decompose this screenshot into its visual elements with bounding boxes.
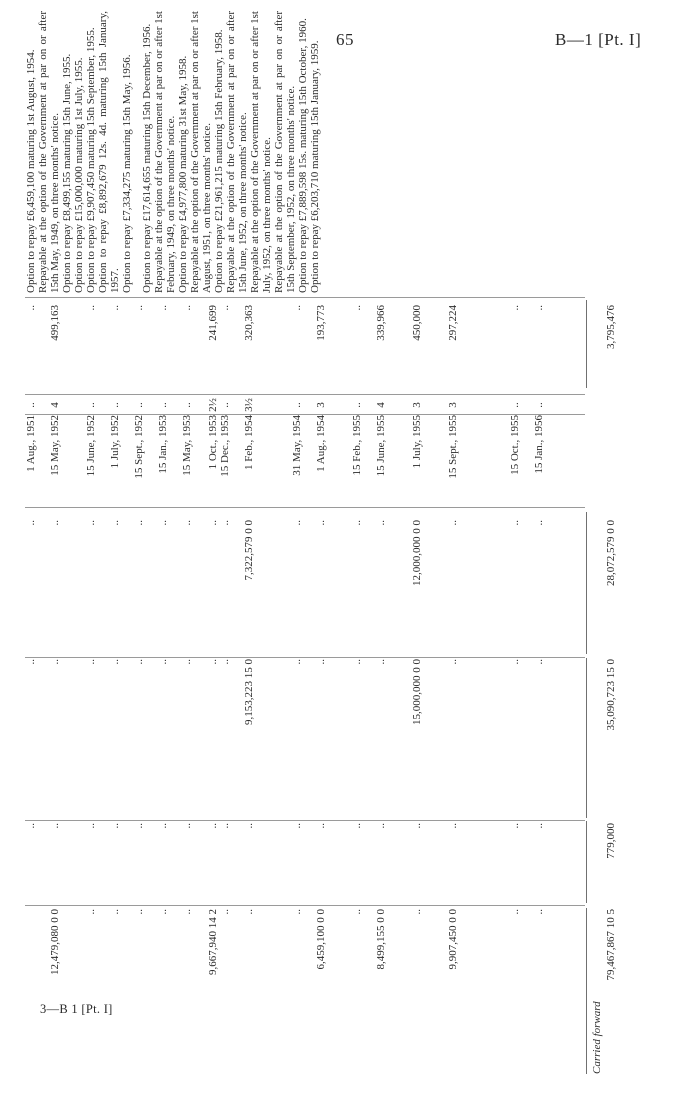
note: Repayable at the option of the Government at par on or after 15th June, 1952, on three months' notice. (225, 11, 249, 293)
cell-rate: 4 (375, 402, 387, 408)
cell-maturity-date: 15 Oct., 1955 (509, 415, 521, 475)
cell-amount-c: 15,000,000 0 0 (411, 659, 423, 725)
cell-amount-d: .. (375, 520, 387, 526)
cell-amount-a: 9,907,450 0 0 (447, 909, 459, 970)
cell-amount-a: 8,499,155 0 0 (375, 909, 387, 970)
cell-maturity-date: 1 July, 1952 (109, 415, 121, 469)
cell-interest: 297,224 (447, 305, 459, 341)
cell-amount-b: .. (315, 823, 327, 829)
footer-reference: 3—B 1 [Pt. I] (40, 1002, 113, 1016)
cell-amount-d: .. (25, 520, 37, 526)
cell-amount-a: .. (509, 909, 521, 915)
cell-amount-a: .. (157, 909, 169, 915)
cell-maturity-date: 1 Feb., 1954 (243, 415, 255, 470)
cell-rate: .. (509, 402, 521, 408)
cell-amount-d: .. (181, 520, 193, 526)
cell-interest: 241,699 (207, 305, 219, 341)
cell-rate: .. (351, 402, 363, 408)
cell-maturity-date: 1 Oct., 1953 (207, 415, 219, 470)
cell-amount-c: .. (133, 659, 145, 665)
note: Option to repay £8,499,155 maturing 15th June, 1955. (61, 53, 73, 293)
cell-amount-b: .. (533, 823, 545, 829)
cell-amount-c: .. (351, 659, 363, 665)
cell-amount-b: .. (219, 823, 231, 829)
cell-interest: .. (291, 305, 303, 311)
cell-amount-c: .. (181, 659, 193, 665)
cell-interest: 193,773 (315, 305, 327, 341)
note: Repayable at the option of the Government at par on or after 15th September, 1952, on three months' notice. (273, 11, 297, 293)
note: Option to repay £6,203,710 maturing 15th January, 1959. (309, 40, 321, 293)
cell-amount-b: .. (291, 823, 303, 829)
note: Option to repay £8,892,679 12s. 4d. maturing 15th January, 1957. (97, 11, 121, 293)
cell-amount-b: .. (509, 823, 521, 829)
cell-amount-a: .. (533, 909, 545, 915)
notes-column (25, 11, 321, 293)
cell-amount-b: .. (85, 823, 97, 829)
note: Option to repay £6,459,100 maturing 1st August, 1954. (25, 49, 37, 293)
column-rule (25, 394, 585, 395)
cell-maturity-date: 1 Aug., 1954 (315, 415, 327, 472)
cell-rate: .. (533, 402, 545, 408)
cell-amount-c: .. (207, 659, 219, 665)
cell-amount-d: .. (447, 520, 459, 526)
note: Repayable at the option of the Government at par on or after 1st August, 1951, on three months' notice. (189, 11, 213, 293)
cell-maturity-date: 15 May, 1953 (181, 415, 193, 476)
cell-interest: 320,363 (243, 305, 255, 341)
note: Option to repay £15,000,000 maturing 1st July, 1955. (73, 57, 85, 293)
cell-maturity-date: 15 May, 1952 (49, 415, 61, 476)
cell-amount-c: .. (509, 659, 521, 665)
cell-interest: .. (157, 305, 169, 311)
cell-amount-b: .. (411, 823, 423, 829)
cell-amount-c: .. (375, 659, 387, 665)
cell-amount-c: .. (315, 659, 327, 665)
loan-table (25, 8, 650, 1078)
column-rule (25, 297, 585, 298)
cell-interest: .. (133, 305, 145, 311)
cell-amount-c: .. (109, 659, 121, 665)
cell-amount-b: .. (181, 823, 193, 829)
cell-amount-c: .. (219, 659, 231, 665)
note: Repayable at the option of the Government at par on or after 15th May, 1949, on three months' notice. (37, 11, 61, 293)
total-rule (586, 512, 587, 654)
cell-amount-d: .. (157, 520, 169, 526)
cell-rate: .. (219, 402, 231, 408)
cell-amount-a: .. (291, 909, 303, 915)
cell-amount-a: .. (133, 909, 145, 915)
cell-rate: 4 (49, 402, 61, 408)
cell-maturity-date: 15 Sept., 1952 (133, 415, 145, 479)
cell-amount-d: .. (315, 520, 327, 526)
cell-rate: .. (133, 402, 145, 408)
cell-maturity-date: 15 Jan., 1953 (157, 415, 169, 474)
cell-interest: 499,163 (49, 305, 61, 341)
cell-amount-c: .. (447, 659, 459, 665)
cell-amount-b: .. (133, 823, 145, 829)
cell-interest: 339,966 (375, 305, 387, 341)
cell-amount-a: .. (351, 909, 363, 915)
total-amount-c: 35,090,723 15 0 (605, 659, 617, 731)
carried-forward-label: Carried forward (591, 1001, 603, 1074)
total-amount-d: 28,072,579 0 0 (605, 520, 617, 586)
cell-amount-c: .. (25, 659, 37, 665)
cell-amount-d: .. (219, 520, 231, 526)
cell-amount-b: .. (375, 823, 387, 829)
cell-amount-d: .. (133, 520, 145, 526)
cell-rate: 3 (447, 402, 459, 408)
cell-maturity-date: 15 June, 1952 (85, 415, 97, 477)
cell-amount-d: .. (207, 520, 219, 526)
document-reference: B—1 [Pt. I] (555, 30, 642, 49)
cell-interest: .. (25, 305, 37, 311)
cell-maturity-date: 15 Jan., 1956 (533, 415, 545, 474)
total-interest: 3,795,476 (605, 305, 617, 349)
cell-rate: .. (25, 402, 37, 408)
note: Option to repay £7,889,598 15s. maturing 15th October, 1960. (297, 18, 309, 293)
cell-amount-b: .. (207, 823, 219, 829)
cell-rate: 2½ (207, 398, 219, 412)
cell-amount-c: .. (533, 659, 545, 665)
cell-amount-c: 9,153,223 15 0 (243, 659, 255, 725)
total-rule (586, 821, 587, 903)
cell-interest: .. (509, 305, 521, 311)
cell-amount-c: .. (49, 659, 61, 665)
note: Option to repay £21,961,215 maturing 15th February, 1958. (213, 29, 225, 293)
cell-amount-a: .. (109, 909, 121, 915)
note: Option to repay £9,907,450 maturing 15th September, 1955. (85, 27, 97, 293)
cell-amount-d: .. (109, 520, 121, 526)
note: Repayable at the option of the Government at par on or after 1st February, 1949, on three months' notice. (153, 11, 177, 293)
cell-interest: 450,000 (411, 305, 423, 341)
cell-rate: 3 (315, 402, 327, 408)
column-rule (25, 507, 585, 508)
cell-interest: .. (109, 305, 121, 311)
cell-amount-b: .. (157, 823, 169, 829)
total-rule (586, 658, 587, 818)
cell-amount-a: 6,459,100 0 0 (315, 909, 327, 970)
cell-amount-d: .. (291, 520, 303, 526)
cell-amount-d: .. (533, 520, 545, 526)
cell-rate: 3 (411, 402, 423, 408)
cell-amount-d: 12,000,000 0 0 (411, 520, 423, 586)
total-amount-a: 79,467,867 10 5 (605, 909, 617, 981)
note: Option to repay £17,614,655 maturing 15th December, 1956. (141, 23, 153, 293)
cell-maturity-date: 15 Feb., 1955 (351, 415, 363, 476)
cell-amount-c: .. (291, 659, 303, 665)
cell-rate: .. (291, 402, 303, 408)
note: Option to repay £4,977,800 maturing 31st May, 1958. (177, 55, 189, 293)
cell-amount-b: .. (351, 823, 363, 829)
cell-interest: .. (219, 305, 231, 311)
column-rule (25, 905, 585, 906)
cell-rate: .. (85, 402, 97, 408)
cell-interest: .. (181, 305, 193, 311)
cell-amount-b: .. (243, 823, 255, 829)
cell-interest: .. (351, 305, 363, 311)
cell-maturity-date: 1 July, 1955 (411, 415, 423, 469)
note: Repayable at the option of the Government at par on or after 1st July, 1952, on three months' notice. (249, 11, 273, 293)
cell-amount-a: .. (85, 909, 97, 915)
total-amount-b: 779,000 (605, 823, 617, 859)
cell-amount-b: .. (49, 823, 61, 829)
cell-amount-b: .. (109, 823, 121, 829)
cell-amount-a: .. (411, 909, 423, 915)
cell-amount-a: .. (219, 909, 231, 915)
cell-amount-c: .. (157, 659, 169, 665)
total-rule (586, 300, 587, 388)
cell-rate: 3½ (243, 398, 255, 412)
cell-rate: .. (157, 402, 169, 408)
cell-amount-d: .. (49, 520, 61, 526)
cell-amount-d: .. (509, 520, 521, 526)
cell-amount-b: .. (447, 823, 459, 829)
total-rule (586, 908, 587, 1074)
cell-maturity-date: 15 June, 1955 (375, 415, 387, 477)
cell-amount-a: 12,479,080 0 0 (49, 909, 61, 975)
page-number: 65 (336, 30, 354, 49)
cell-interest: .. (533, 305, 545, 311)
cell-amount-c: .. (85, 659, 97, 665)
cell-interest: .. (85, 305, 97, 311)
cell-amount-a: .. (181, 909, 193, 915)
cell-amount-a: 9,667,940 14 2 (207, 909, 219, 975)
cell-amount-a: .. (243, 909, 255, 915)
cell-rate: .. (181, 402, 193, 408)
cell-amount-d: .. (351, 520, 363, 526)
cell-amount-d: .. (85, 520, 97, 526)
cell-maturity-date: 1 Aug., 1951 (25, 415, 37, 472)
cell-amount-b: .. (25, 823, 37, 829)
cell-maturity-date: 15 Sept., 1955 (447, 415, 459, 479)
cell-rate: .. (109, 402, 121, 408)
cell-amount-d: 7,322,579 0 0 (243, 520, 255, 581)
note: Option to repay £7,334,275 maturing 15th May, 1956. (121, 54, 133, 293)
cell-maturity-date: 15 Dec., 1953 (219, 415, 231, 477)
cell-maturity-date: 31 May, 1954 (291, 415, 303, 476)
